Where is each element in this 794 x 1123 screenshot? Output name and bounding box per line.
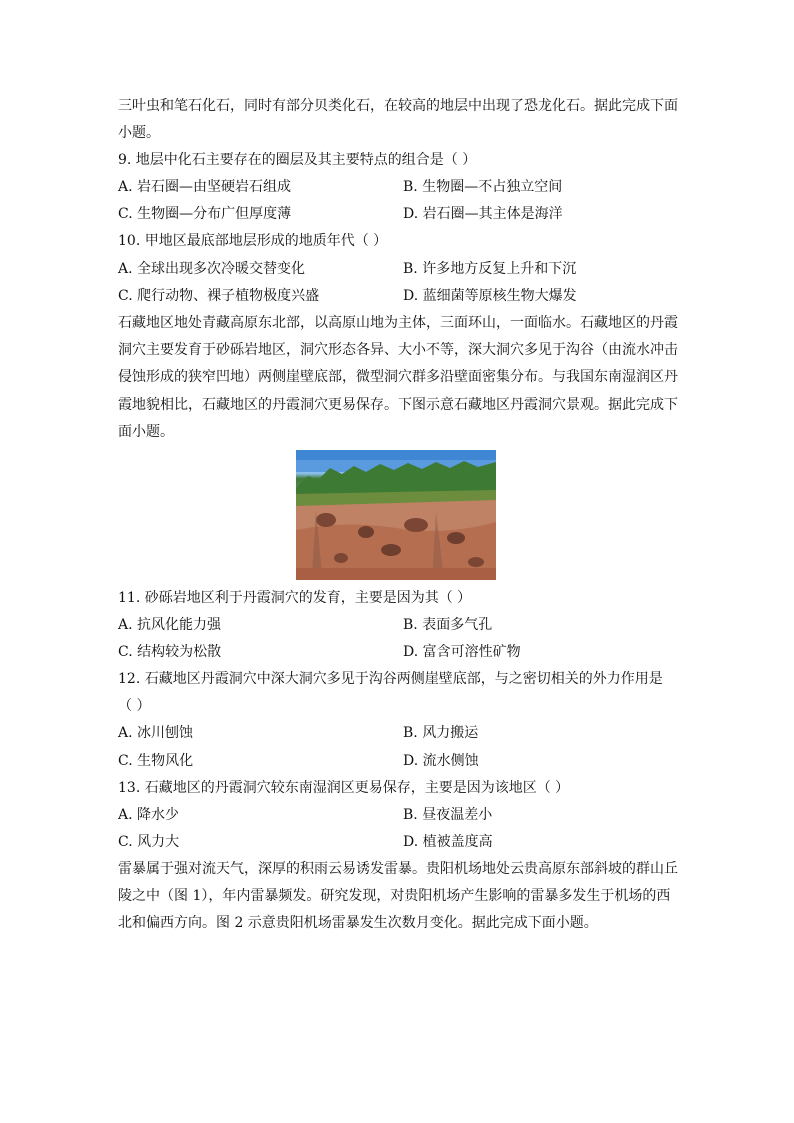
- option-d: D. 植被盖度高: [403, 834, 493, 850]
- question-stem: 11. 砂砾岩地区利于丹霞洞穴的发育，主要是因为其（ ）: [118, 590, 472, 606]
- text-line: 侵蚀形成的狭窄凹地）两侧崖壁底部，微型洞穴群多沿壁面密集分布。与我国东南湿润区丹: [118, 369, 678, 385]
- text-line: 石藏地区地处青藏高原东北部，以高原山地为主体，三面环山，一面临水。石藏地区的丹霞: [118, 315, 678, 331]
- option-b: B. 表面多气孔: [403, 617, 493, 633]
- option-b: B. 生物圈—不占独立空间: [403, 179, 563, 195]
- option-b: B. 许多地方反复上升和下沉: [403, 261, 577, 277]
- question-stem-continued: （ ）: [118, 698, 151, 714]
- text-line: 面小题。: [118, 424, 174, 440]
- option-c: C. 生物风化: [118, 753, 194, 769]
- option-a: A. 冰川刨蚀: [118, 725, 194, 741]
- option-d: D. 岩石圈—其主体是海洋: [403, 206, 563, 222]
- option-b: B. 昼夜温差小: [403, 807, 493, 823]
- option-a: A. 岩石圈—由坚硬岩石组成: [118, 179, 292, 195]
- danxia-cave-illustration: [296, 450, 496, 580]
- text-line: 三叶虫和笔石化石，同时有部分贝类化石，在较高的地层中出现了恐龙化石。据此完成下面: [118, 98, 678, 114]
- option-c: C. 爬行动物、裸子植物极度兴盛: [118, 288, 320, 304]
- question-stem: 13. 石藏地区的丹霞洞穴较东南湿润区更易保存，主要是因为该地区（ ）: [118, 780, 570, 796]
- option-c: C. 生物圈—分布广但厚度薄: [118, 206, 292, 222]
- danxia-cave-photo: [296, 450, 496, 580]
- text-line: 霞地貌相比，石藏地区的丹霞洞穴更易保存。下图示意石藏地区丹霞洞穴景观。据此完成下: [118, 397, 678, 413]
- option-c: C. 风力大: [118, 834, 180, 850]
- option-a: A. 降水少: [118, 807, 180, 823]
- option-a: A. 全球出现多次冷暖交替变化: [118, 261, 306, 277]
- text-line: 北和偏西方向。图 2 示意贵阳机场雷暴发生次数月变化。据此完成下面小题。: [118, 915, 598, 931]
- question-stem: 10. 甲地区最底部地层形成的地质年代（ ）: [118, 233, 388, 249]
- question-stem: 12. 石藏地区丹霞洞穴中深大洞穴多见于沟谷两侧崖壁底部，与之密切相关的外力作用是: [118, 671, 663, 687]
- option-d: D. 流水侧蚀: [403, 753, 479, 769]
- text-line: 小题。: [118, 125, 160, 141]
- text-line: 洞穴主要发育于砂砾岩地区，洞穴形态各异、大小不等，深大洞穴多见于沟谷（由流水冲击: [118, 342, 678, 358]
- text-line: 雷暴属于强对流天气，深厚的积雨云易诱发雷暴。贵阳机场地处云贵高原东部斜坡的群山丘: [118, 861, 678, 877]
- text-line: 陵之中（图 1），年内雷暴频发。研究发现，对贵阳机场产生影响的雷暴多发生于机场的西: [118, 888, 671, 904]
- option-c: C. 结构较为松散: [118, 644, 222, 660]
- question-stem: 9. 地层中化石主要存在的圈层及其主要特点的组合是（ ）: [118, 152, 477, 168]
- option-b: B. 风力搬运: [403, 725, 479, 741]
- option-d: D. 蓝细菌等原核生物大爆发: [403, 288, 577, 304]
- option-d: D. 富含可溶性矿物: [403, 644, 521, 660]
- option-a: A. 抗风化能力强: [118, 617, 222, 633]
